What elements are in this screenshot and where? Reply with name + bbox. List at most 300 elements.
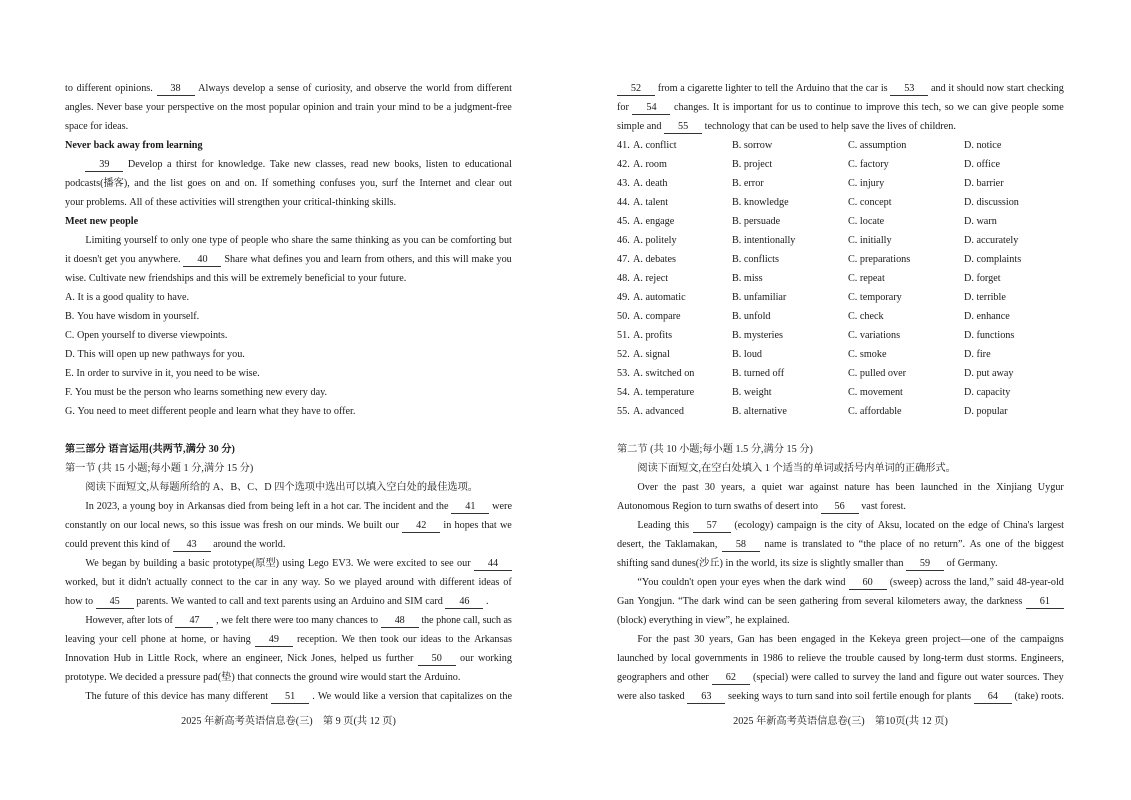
word: call bbox=[229, 596, 245, 607]
option-c: C. locate bbox=[848, 216, 885, 227]
word: past bbox=[682, 482, 699, 493]
option-row bbox=[617, 250, 1064, 269]
word: beneficial bbox=[304, 273, 346, 284]
word: the bbox=[970, 596, 984, 607]
word: city bbox=[846, 520, 862, 531]
word: The bbox=[364, 501, 380, 512]
text-line bbox=[65, 155, 512, 174]
word: You bbox=[77, 406, 95, 417]
option-a: A. automatic bbox=[633, 292, 686, 303]
word: 1 bbox=[183, 463, 189, 474]
word: be bbox=[249, 273, 259, 284]
word: ground bbox=[308, 672, 338, 683]
word: They bbox=[1042, 672, 1064, 683]
section-heading bbox=[65, 440, 512, 459]
word: some bbox=[1042, 102, 1064, 113]
text-line bbox=[65, 193, 512, 212]
word: us bbox=[372, 653, 382, 664]
word: away bbox=[117, 140, 140, 151]
word: for bbox=[776, 102, 789, 113]
question-number: 55. bbox=[617, 406, 630, 417]
word: different bbox=[439, 577, 475, 588]
word: start bbox=[388, 672, 407, 683]
word: using bbox=[313, 596, 336, 607]
word: pressure bbox=[166, 672, 201, 683]
word: were bbox=[492, 501, 512, 512]
word: what bbox=[258, 406, 279, 417]
word: we bbox=[499, 520, 512, 531]
text-line bbox=[617, 649, 1064, 668]
word: doesn't bbox=[73, 254, 102, 265]
word: prototype(原型) bbox=[212, 558, 280, 569]
word: a bbox=[180, 558, 186, 569]
word: fresh bbox=[262, 520, 284, 531]
word: ways bbox=[761, 691, 783, 702]
word: were bbox=[617, 691, 637, 702]
text-line bbox=[65, 288, 512, 307]
word: many bbox=[207, 691, 231, 702]
option-c: C. initially bbox=[848, 235, 892, 246]
option-d: D. complaints bbox=[964, 254, 1022, 265]
word: problems. bbox=[86, 197, 127, 208]
word: kind bbox=[140, 539, 159, 550]
word: Meet bbox=[65, 216, 88, 227]
word: that bbox=[832, 83, 848, 94]
answer-blank-60: 60 bbox=[849, 576, 887, 590]
option-b: B. project bbox=[732, 159, 773, 170]
word: same bbox=[331, 235, 353, 246]
word: can bbox=[747, 596, 762, 607]
word: observe bbox=[374, 83, 407, 94]
word: like bbox=[362, 691, 379, 702]
word: 语言运用(共两节,满分 bbox=[108, 444, 206, 455]
word: start bbox=[1006, 83, 1025, 94]
word: your bbox=[145, 102, 165, 113]
word: phone bbox=[140, 634, 166, 645]
word: Over bbox=[637, 482, 658, 493]
word: Develop bbox=[127, 159, 163, 170]
word: others, bbox=[387, 254, 415, 265]
word: 10 bbox=[666, 444, 677, 455]
option-d: D. forget bbox=[964, 273, 1001, 284]
word: classes, bbox=[315, 159, 347, 170]
word: learns bbox=[193, 387, 219, 398]
option-a: A. signal bbox=[633, 349, 670, 360]
word: kilometers bbox=[897, 596, 941, 607]
word: need bbox=[193, 368, 214, 379]
word: that bbox=[237, 672, 253, 683]
word: In bbox=[76, 368, 85, 379]
word: been bbox=[777, 634, 797, 645]
word: basic bbox=[188, 558, 210, 569]
option-row bbox=[617, 174, 1064, 193]
word: trouble bbox=[845, 653, 875, 664]
text-line bbox=[617, 440, 1064, 459]
word: new bbox=[293, 159, 311, 170]
word: and bbox=[387, 596, 402, 607]
word: to bbox=[65, 83, 73, 94]
word: , bbox=[216, 615, 219, 626]
word: text bbox=[263, 596, 280, 607]
word: reception. bbox=[296, 634, 338, 645]
word: Never bbox=[65, 140, 92, 151]
word: the bbox=[953, 577, 967, 588]
text-line bbox=[65, 326, 512, 345]
word: a bbox=[159, 672, 164, 683]
answer-blank-62: 62 bbox=[712, 671, 750, 685]
answer-blank-61: 61 bbox=[1026, 595, 1064, 609]
word: and bbox=[646, 121, 662, 132]
word: Arkansas bbox=[187, 501, 226, 512]
text-line bbox=[65, 687, 512, 706]
word: world bbox=[426, 83, 450, 94]
word: the bbox=[421, 615, 434, 626]
text-line bbox=[65, 307, 512, 326]
option-row bbox=[617, 364, 1064, 383]
word: in bbox=[963, 482, 972, 493]
word: Aksu, bbox=[877, 520, 902, 531]
passage-continuation bbox=[617, 79, 1064, 136]
word: hopes bbox=[454, 520, 479, 531]
word: after bbox=[126, 615, 145, 626]
word: but bbox=[498, 235, 512, 246]
word: in bbox=[443, 520, 452, 531]
answer-blank-41: 41 bbox=[451, 500, 489, 514]
word: different bbox=[151, 406, 187, 417]
word: then bbox=[358, 634, 377, 645]
word: on bbox=[486, 691, 497, 702]
word: governments bbox=[694, 653, 748, 664]
word: explained. bbox=[747, 615, 790, 626]
word: be bbox=[433, 102, 444, 113]
word: Xinjiang bbox=[996, 482, 1032, 493]
word: quiet bbox=[761, 482, 783, 493]
word: the bbox=[830, 520, 844, 531]
text-line bbox=[617, 687, 1064, 706]
answer-options-table bbox=[617, 136, 1064, 421]
word: no bbox=[919, 539, 930, 550]
word: in bbox=[750, 653, 759, 664]
word: than bbox=[885, 558, 904, 569]
word: defines bbox=[273, 254, 303, 265]
word: to bbox=[347, 273, 356, 284]
word: died bbox=[227, 501, 246, 512]
answer-blank-42: 42 bbox=[402, 519, 440, 533]
option-c: C. smoke bbox=[848, 349, 887, 360]
word: nature bbox=[844, 482, 870, 493]
option-b: B. mysteries bbox=[732, 330, 783, 341]
word: For bbox=[637, 634, 652, 645]
word: on bbox=[938, 520, 949, 531]
word: forest. bbox=[880, 501, 906, 512]
word: Lego bbox=[307, 558, 329, 569]
text-line bbox=[65, 364, 512, 383]
word: In bbox=[85, 501, 94, 512]
word: C. bbox=[65, 330, 75, 341]
word: this bbox=[435, 254, 450, 265]
word: the bbox=[788, 577, 801, 588]
word: the bbox=[663, 482, 677, 493]
word: angles. bbox=[65, 102, 94, 113]
option-c: C. concept bbox=[848, 197, 892, 208]
option-d: D. discussion bbox=[964, 197, 1019, 208]
word: the bbox=[648, 539, 661, 550]
option-b: B. knowledge bbox=[732, 197, 789, 208]
word: the bbox=[499, 691, 512, 702]
word: it bbox=[948, 83, 955, 94]
word: for bbox=[90, 121, 103, 132]
word: can bbox=[770, 121, 785, 132]
word: activities bbox=[179, 197, 217, 208]
word: at bbox=[169, 634, 178, 645]
word: incident bbox=[382, 501, 416, 512]
word: the bbox=[829, 653, 842, 664]
word: years, bbox=[721, 482, 746, 493]
word: the bbox=[736, 558, 749, 569]
word: was bbox=[243, 520, 260, 531]
word: different bbox=[76, 83, 112, 94]
question-number: 51. bbox=[617, 330, 630, 341]
section-heading bbox=[65, 136, 512, 155]
text-line bbox=[65, 497, 512, 516]
word: this bbox=[123, 539, 139, 550]
word: we bbox=[221, 615, 233, 626]
word: everything bbox=[649, 615, 693, 626]
text-line bbox=[617, 592, 1064, 611]
word: from bbox=[453, 83, 474, 94]
word: further bbox=[385, 653, 414, 664]
word: project—one bbox=[932, 634, 986, 645]
word: to bbox=[85, 596, 94, 607]
answer-blank-63: 63 bbox=[687, 690, 725, 704]
option-d: D. accurately bbox=[964, 235, 1019, 246]
word: All bbox=[129, 197, 143, 208]
option-b: B. conflicts bbox=[732, 254, 779, 265]
word: the bbox=[238, 577, 251, 588]
text-line bbox=[65, 250, 512, 269]
word: capitalizes bbox=[440, 691, 484, 702]
word: comforting bbox=[450, 235, 496, 246]
text-line bbox=[617, 630, 1064, 649]
word: lighter bbox=[725, 83, 752, 94]
word: is bbox=[722, 102, 730, 113]
word: future bbox=[104, 691, 129, 702]
word: 30 bbox=[704, 482, 715, 493]
text-line bbox=[65, 402, 512, 421]
word: (共 bbox=[650, 444, 664, 455]
word: Uygur bbox=[1037, 482, 1064, 493]
word: different bbox=[233, 691, 269, 702]
word: of bbox=[503, 577, 512, 588]
word: on bbox=[210, 178, 221, 189]
word: from bbox=[248, 501, 269, 512]
word: tech, bbox=[921, 102, 942, 113]
word: something bbox=[272, 178, 316, 189]
word: can bbox=[421, 235, 436, 246]
word: the bbox=[656, 634, 669, 645]
word: built bbox=[363, 520, 383, 531]
word: can bbox=[972, 102, 987, 113]
word: type bbox=[209, 235, 227, 246]
word: We bbox=[317, 691, 332, 702]
word: as bbox=[391, 235, 401, 246]
word: your bbox=[65, 197, 84, 208]
word: 阅读下面短文,从每题所给的 bbox=[85, 482, 211, 493]
word: in bbox=[152, 311, 161, 322]
question-number: 47. bbox=[617, 254, 630, 265]
option-c: C. temporary bbox=[848, 292, 902, 303]
word: issue bbox=[220, 520, 241, 531]
word: of bbox=[302, 83, 312, 94]
word: to bbox=[137, 330, 146, 341]
question-number: 42. bbox=[617, 159, 630, 170]
word: your bbox=[282, 197, 302, 208]
text-line bbox=[65, 79, 512, 98]
word: every bbox=[285, 387, 308, 398]
word: have bbox=[96, 311, 116, 322]
text-line bbox=[617, 459, 1064, 478]
word: open bbox=[116, 349, 137, 360]
word: land bbox=[898, 672, 917, 683]
word: a bbox=[381, 691, 386, 702]
word: you bbox=[496, 254, 512, 265]
word: continue bbox=[815, 102, 851, 113]
word: return”. bbox=[933, 539, 966, 550]
word: of bbox=[164, 615, 173, 626]
word: long-term bbox=[922, 653, 964, 664]
word: and bbox=[323, 254, 339, 265]
word: in bbox=[154, 368, 163, 379]
word: people bbox=[1011, 102, 1039, 113]
word: ideas. bbox=[104, 121, 129, 132]
word: launched bbox=[920, 482, 958, 493]
word: we bbox=[338, 577, 351, 588]
text-line bbox=[65, 174, 512, 193]
word: technology bbox=[704, 121, 750, 132]
word: the bbox=[436, 501, 449, 512]
option-a: A. talent bbox=[633, 197, 669, 208]
word: car bbox=[865, 83, 879, 94]
word: said bbox=[997, 577, 1014, 588]
answer-blank-45: 45 bbox=[96, 595, 134, 609]
option-b: B. error bbox=[732, 178, 764, 189]
word: is bbox=[86, 292, 94, 303]
word: it, bbox=[165, 368, 174, 379]
word: good bbox=[102, 292, 124, 303]
option-d: D. warn bbox=[964, 216, 997, 227]
word: lots bbox=[147, 615, 162, 626]
word: of bbox=[990, 634, 999, 645]
option-b: B. intentionally bbox=[732, 235, 796, 246]
word: place bbox=[880, 539, 902, 550]
word: 15 bbox=[114, 463, 125, 474]
word: swaths bbox=[733, 501, 762, 512]
word: children. bbox=[920, 121, 956, 132]
word: working bbox=[477, 653, 512, 664]
word: Yongjun. bbox=[637, 596, 675, 607]
word: would bbox=[360, 672, 387, 683]
word: our bbox=[123, 520, 138, 531]
word: desert bbox=[775, 501, 800, 512]
option-row bbox=[617, 326, 1064, 345]
word: China's bbox=[1003, 520, 1034, 531]
left-page-body bbox=[65, 79, 512, 706]
word: green bbox=[905, 634, 928, 645]
option-row bbox=[617, 212, 1064, 231]
word: people bbox=[109, 216, 139, 227]
word: Arduino. bbox=[423, 672, 461, 683]
word: felt bbox=[235, 615, 249, 626]
word: local bbox=[671, 653, 691, 664]
word: chances bbox=[336, 615, 368, 626]
word: campaign bbox=[777, 520, 817, 531]
word: parents bbox=[281, 596, 312, 607]
word: read bbox=[350, 159, 369, 170]
word: the bbox=[230, 102, 243, 113]
word: Leading bbox=[637, 520, 671, 531]
word: around bbox=[213, 539, 242, 550]
word: way. bbox=[301, 577, 321, 588]
text-line bbox=[617, 573, 1064, 592]
word: Limiting bbox=[85, 235, 122, 246]
word: get bbox=[104, 254, 118, 265]
word: several bbox=[865, 596, 894, 607]
word: Always bbox=[198, 83, 230, 94]
word: 分,满分 bbox=[750, 444, 784, 455]
answer-blank-56: 56 bbox=[821, 500, 859, 514]
text-line bbox=[65, 269, 512, 288]
word: took bbox=[380, 634, 399, 645]
word: couldn't bbox=[661, 577, 694, 588]
word: is bbox=[790, 539, 798, 550]
word: meet bbox=[128, 406, 149, 417]
word: out bbox=[964, 672, 978, 683]
word: across bbox=[925, 577, 951, 588]
word: war bbox=[788, 482, 804, 493]
word: confuses bbox=[319, 178, 356, 189]
word: You bbox=[75, 387, 92, 398]
word: 个适当的单词或括号内单词的正确形式。 bbox=[772, 463, 956, 474]
text-line bbox=[617, 535, 1064, 554]
answer-blank-46: 46 bbox=[445, 595, 483, 609]
word: SIM bbox=[404, 596, 423, 607]
word: We bbox=[347, 520, 361, 531]
word: your bbox=[99, 634, 118, 645]
word: the bbox=[293, 672, 306, 683]
word: to bbox=[445, 634, 454, 645]
option-c: C. injury bbox=[848, 178, 885, 189]
word: should bbox=[956, 83, 984, 94]
word: Rock, bbox=[174, 653, 199, 664]
word: You bbox=[76, 311, 94, 322]
right-page-body bbox=[617, 79, 1064, 706]
option-c: C. check bbox=[848, 311, 884, 322]
word: home, bbox=[181, 634, 207, 645]
word: how bbox=[65, 596, 83, 607]
word: have. bbox=[167, 292, 190, 303]
word: yourself bbox=[123, 235, 158, 246]
word: world, bbox=[751, 558, 778, 569]
word: our bbox=[299, 520, 314, 531]
word: that bbox=[481, 520, 497, 531]
word: wind bbox=[825, 577, 846, 588]
word: tasked bbox=[658, 691, 685, 702]
word: prevent bbox=[90, 539, 121, 550]
option-d: D. barrier bbox=[964, 178, 1004, 189]
answer-blank-54: 54 bbox=[632, 101, 670, 115]
word: to bbox=[786, 653, 795, 664]
option-a: A. switched on bbox=[633, 368, 695, 379]
